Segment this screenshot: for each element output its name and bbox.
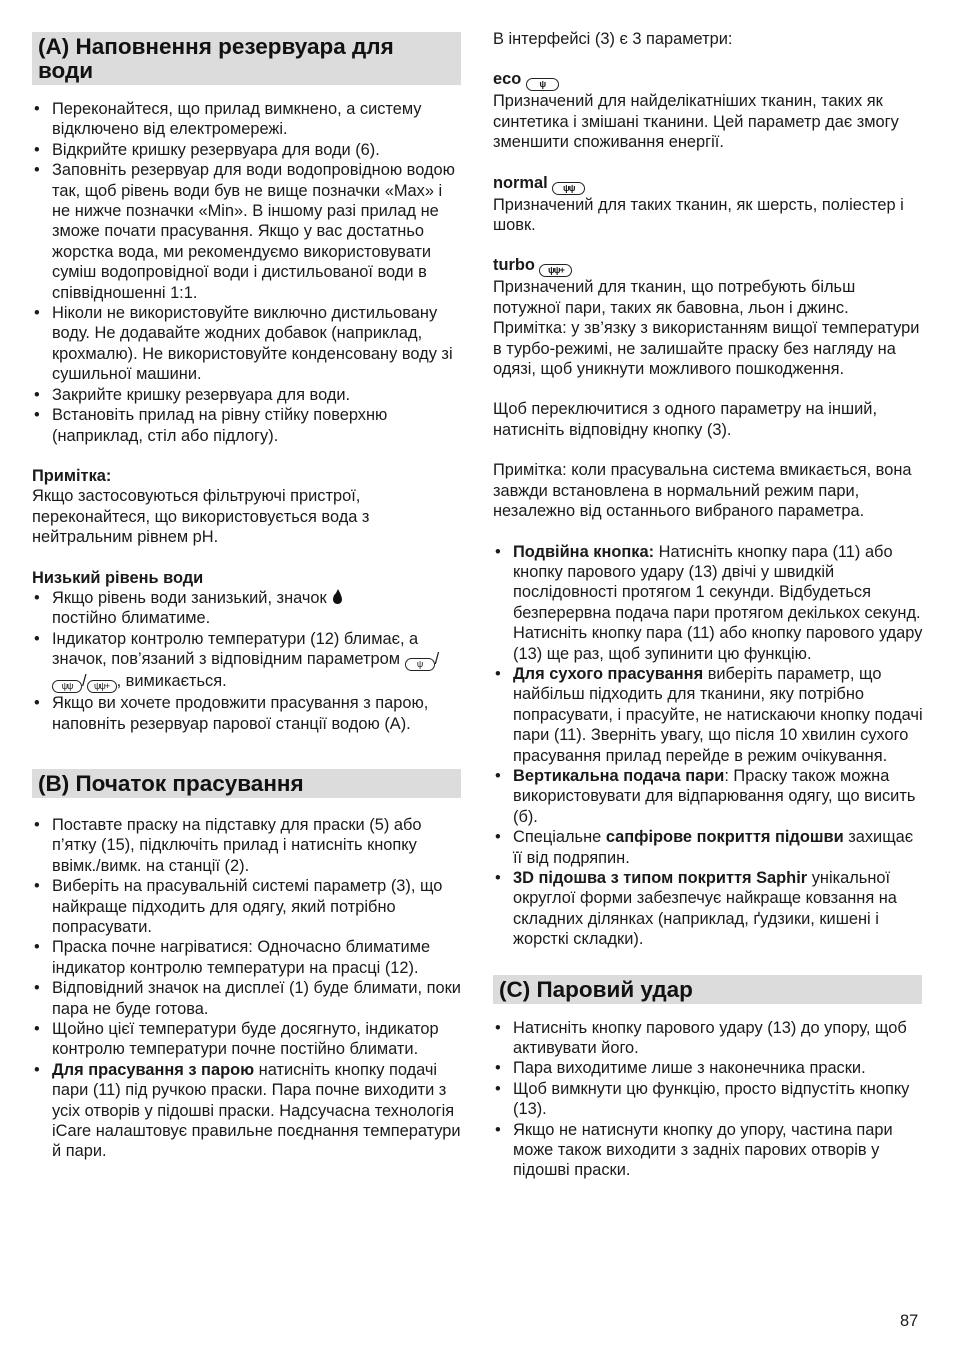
section-b-list bbox=[32, 815, 462, 1162]
list-item: • Встановіть прилад на рівну стійку поверхню (наприклад, стіл або підлогу). bbox=[32, 405, 462, 446]
list-item: • Натисніть кнопку парового удару (13) до упору, щоб активувати його. bbox=[493, 1018, 923, 1059]
section-a-title: (A) Наповнення резервуара для води bbox=[32, 32, 461, 85]
list-item: • Подвійна кнопка: Натисніть кнопку пара (11) або кнопку парового удару (13) двічі у швидкій послідовності протягом 1 секунди. Відбудеться безперервна подача пари протягом декількох секунд. Натисніть кнопку пара (11) або кнопку парового удару (13) ще раз, щоб зупинити цю функцію. bbox=[493, 542, 923, 664]
steam-level-1-icon: ψ bbox=[526, 78, 559, 91]
list-item: • Закрийте кришку резервуара для води. bbox=[32, 385, 462, 405]
normal-heading: normal ψψ bbox=[493, 173, 923, 195]
list-item: • Щоб вимкнути цю функцію, просто відпустіть кнопку (13). bbox=[493, 1079, 923, 1120]
steam-level-2-icon: ψψ bbox=[552, 182, 585, 195]
list-item: • Ніколи не використовуйте виключно дистильовану воду. Не додавайте жодних добавок (наприклад, крохмалю). Не використовуйте конденсовану воду зі сушильної машини. bbox=[32, 303, 462, 385]
left-column bbox=[32, 0, 462, 1162]
list-item: • Для сухого прасування виберіть параметр, що найбільш підходить для тканини, яку потрібно попрасувати, і прасуйте, не натискаючи кнопку подачі пари (11). Зверніть увагу, що після 10 хвилин сухого прасування прилад перейде в режим очікування. bbox=[493, 664, 923, 766]
steam-level-3-icon: ψψ+ bbox=[87, 680, 117, 693]
low-water-title: Низький рівень води bbox=[32, 568, 204, 587]
note-text: Якщо застосовуються фільтруючі пристрої, переконайтеся, що використовується вода з нейтральним рівнем pH. bbox=[32, 487, 370, 547]
list-item: • Пара виходитиме лише з наконечника праски. bbox=[493, 1058, 923, 1078]
list-item: • Вертикальна подача пари: Праску також можна використовувати для відпарювання одягу, що висить (б). bbox=[493, 766, 923, 827]
list-item: • Відповідний значок на дисплеї (1) буде блимати, поки пара не буде готова. bbox=[32, 978, 462, 1019]
turbo-text: Призначений для тканин, що потребують більш потужної пари, таких як бавовна, льон і джинс. Примітка: у зв’язку з використанням вищої температури в турбо-режимі, не залишайте праску без нагляду на одязі, щоб уникнути можливого пошкодження. bbox=[493, 278, 920, 379]
steam-level-3-icon: ψψ+ bbox=[539, 264, 572, 277]
list-item: • 3D підошва з типом покриття Saphir унікальної округлої форми забезпечує найкраще ковзання на складних ділянках (наприклад, ґудзики, кишені і жорсткі складки). bbox=[493, 868, 923, 950]
list-item: • Спеціальне сапфірове покриття підошви захищає її від подряпин. bbox=[493, 827, 923, 868]
eco-heading: eco ψ bbox=[493, 69, 923, 91]
section-c-title: (C) Паровий удар bbox=[493, 975, 922, 1004]
low-water-list bbox=[32, 588, 462, 734]
list-item: • Якщо рівень води занизький, значок постійно блиматиме. bbox=[32, 588, 462, 629]
steam-level-2-icon: ψψ bbox=[52, 680, 82, 693]
normal-text: Призначений для таких тканин, як шерсть, поліестер і шовк. bbox=[493, 195, 904, 235]
default-note: Примітка: коли прасувальна система вмикається, вона завжди встановлена в нормальний режим пари, незалежно від останнього вибраного параметра. bbox=[493, 461, 912, 521]
intro-text: В інтерфейсі (3) є 3 параметри: bbox=[493, 30, 733, 48]
list-item: • Індикатор контролю температури (12) блимає, а значок, пов’язаний з відповідним параметром ψ /ψψ / ψψ+ , вимикається. bbox=[32, 629, 462, 693]
list-item: • Заповніть резервуар для води водопровідною водою так, щоб рівень води був не вище позначки «Max» і не нижче позначки «Min». В іншому разі прилад не зможе почати прасування. Якщо у вас достатньо жорстка вода, ми рекомендуємо використовувати суміш водопровідної води і дистильованої води в співвідношенні 1:1. bbox=[32, 160, 462, 303]
water-drop-icon bbox=[333, 593, 342, 604]
list-item: • Виберіть на прасувальній системі параметр (3), що найкраще підходить для одягу, який потрібно попрасувати. bbox=[32, 876, 462, 937]
list-item: • Якщо ви хочете продовжити прасування з парою, наповніть резервуар парової станції водою (A). bbox=[32, 693, 462, 734]
turbo-heading: turbo ψψ+ bbox=[493, 255, 923, 277]
list-item: • Переконайтеся, що прилад вимкнено, а систему відключено від електромережі. bbox=[32, 99, 462, 140]
list-item: • Праска почне нагріватися: Одночасно блиматиме індикатор контролю температури на прасці (12). bbox=[32, 937, 462, 978]
feature-list bbox=[493, 542, 923, 950]
switch-text: Щоб переключитися з одного параметру на інший, натисніть відповідну кнопку (3). bbox=[493, 400, 878, 439]
list-item: • Поставте праску на підставку для праски (5) або п’ятку (15), підключіть прилад і натисніть кнопку ввімк./вимк. на станції (2). bbox=[32, 815, 462, 876]
page-number: 87 bbox=[900, 1312, 919, 1330]
section-b-title: (B) Початок прасування bbox=[32, 769, 461, 798]
eco-text: Призначений для найделікатніших тканин, таких як синтетика і змішані тканини. Цей параметр дає змогу зменшити споживання енергії. bbox=[493, 92, 899, 152]
right-column bbox=[493, 0, 923, 1181]
list-item: • Якщо не натиснути кнопку до упору, частина пари може також виходити з задніх парових отворів у підошві праски. bbox=[493, 1120, 923, 1181]
steam-level-1-icon: ψ bbox=[405, 658, 435, 671]
list-item: • Щойно цієї температури буде досягнуто, індикатор контролю температури почне постійно блимати. bbox=[32, 1019, 462, 1060]
section-a-list bbox=[32, 99, 462, 446]
section-c-list bbox=[493, 1018, 923, 1181]
list-item: • Для прасування з парою натисніть кнопку подачі пари (11) під ручкою праски. Пара почне виходити з усіх отворів у підошві праски. Надсучасна технологія iCare налаштовує правильне поєднання температури й пари. bbox=[32, 1060, 462, 1162]
list-item: • Відкрийте кришку резервуара для води (6). bbox=[32, 140, 462, 160]
note-title: Примітка: bbox=[32, 466, 112, 485]
